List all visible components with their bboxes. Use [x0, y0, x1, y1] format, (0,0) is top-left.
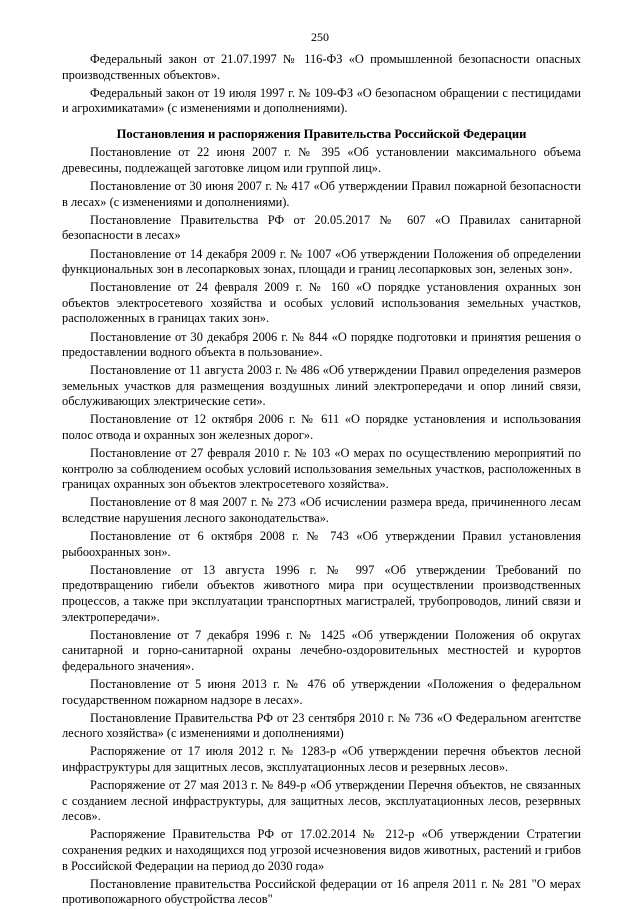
decree-entry: Постановление от 30 июня 2007 г. № 417 «Об утверждении Правил пожарной безопасности в лесах» (с изменениями и дополнениями). — [62, 179, 581, 209]
decree-entry: Постановление правительства Российской федерации от 16 апреля 2011 г. № 281 "О мерах противопожарного обустройства лесов" — [62, 876, 581, 907]
order-entry: Распоряжение Правительства РФ от 17.02.2014 № 212-р «Об утверждении Стратегии сохранения редких и находящихся под угрозой исчезновения видов животных, растений и грибов в Российской Федерации на период до 2030 года» — [62, 827, 581, 873]
decree-entry: Постановление от 11 августа 2003 г. № 486 «Об утверждении Правил определения размеров земельных участков для размещения воздушных линий электропередачи и опор линий связи, обслуживающих электрические сети». — [62, 363, 581, 409]
decree-entry: Постановление от 24 февраля 2009 г. № 160 «О порядке установления охранных зон объектов электросетевого хозяйства и особых условий использования земельных участков, расположенных в границах таких зон». — [62, 280, 581, 326]
decree-entry: Постановление Правительства РФ от 23 сентября 2010 г. № 736 «О Федеральном агентстве лесного хозяйства» (с изменениями и дополнениями) — [62, 710, 581, 741]
decree-entry: Постановление от 8 мая 2007 г. № 273 «Об исчислении размера вреда, причиненного лесам вследствие нарушения лесного законодательства». — [62, 495, 581, 526]
decree-entry: Постановление от 27 февраля 2010 г. № 103 «О мерах по осуществлению мероприятий по контролю за соблюдением особых условий использования земельных участков, расположенных в границах охранных зон объектов электросетевого хозяйства». — [62, 446, 581, 492]
decree-entry: Постановление Правительства РФ от 20.05.2017 № 607 «О Правилах санитарной безопасности в лесах» — [62, 212, 581, 243]
order-entry: Распоряжение от 17 июля 2012 г. № 1283-р «Об утверждении перечня объектов лесной инфраструктуры для защитных лесов, эксплуатационных лесов и резервных лесов». — [62, 744, 581, 774]
law-entry: Федеральный закон от 21.07.1997 № 116-ФЗ «О промышленной безопасности опасных производственных объектов». — [62, 52, 581, 82]
decree-entry: Постановление от 5 июня 2013 г. № 476 об утверждении «Положения о федеральном государственном пожарном надзоре в лесах». — [62, 676, 581, 707]
document-body — [62, 52, 581, 910]
decree-entry: Постановление от 13 августа 1996 г. № 997 «Об утверждении Требований по предотвращению гибели объектов животного мира при осуществлении производственных процессов, а также при эксплуатации транспортных магистралей, трубопроводов, линий связи и электропередачи». — [62, 562, 581, 624]
decree-entry: Постановление от 14 декабря 2009 г. № 1007 «Об утверждении Положения об определении функциональных зон в лесопарковых зонах, площади и границ лесопарковых зон, зеленых зон». — [62, 246, 581, 277]
decree-entry: Постановление от 7 декабря 1996 г. № 1425 «Об утверждении Положения об округах санитарной и горно-санитарной охраны лечебно-оздоровительных местностей и курортов федерального значения». — [62, 627, 581, 673]
decree-entry: Постановление от 30 декабря 2006 г. № 844 «О порядке подготовки и принятия решения о предоставлении водного объекта в пользование». — [62, 329, 581, 360]
decree-entry: Постановление от 22 июня 2007 г. № 395 «Об установлении максимального объема древесины, подлежащей заготовке лицом или группой лиц». — [62, 145, 581, 176]
decree-entry: Постановление от 6 октября 2008 г. № 743 «Об утверждении Правил установления рыбоохранных зон». — [62, 529, 581, 559]
section-heading: Постановления и распоряжения Правительства Российской Федерации — [116, 126, 527, 141]
decree-entry: Постановление от 12 октября 2006 г. № 611 «О порядке установления и использования полос отвода и охранных зон железных дорог». — [62, 412, 581, 443]
order-entry: Распоряжение от 27 мая 2013 г. № 849-р «Об утверждении Перечня объектов, не связанных с созданием лесной инфраструктуры, для защитных лесов, эксплуатационных лесов, резервных лесов». — [62, 778, 581, 824]
law-entry: Федеральный закон от 19 июля 1997 г. № 109-ФЗ «О безопасном обращении с пестицидами и агрохимикатами» (с изменениями и дополнениями). — [62, 85, 581, 116]
page-number: 250 — [311, 30, 329, 44]
